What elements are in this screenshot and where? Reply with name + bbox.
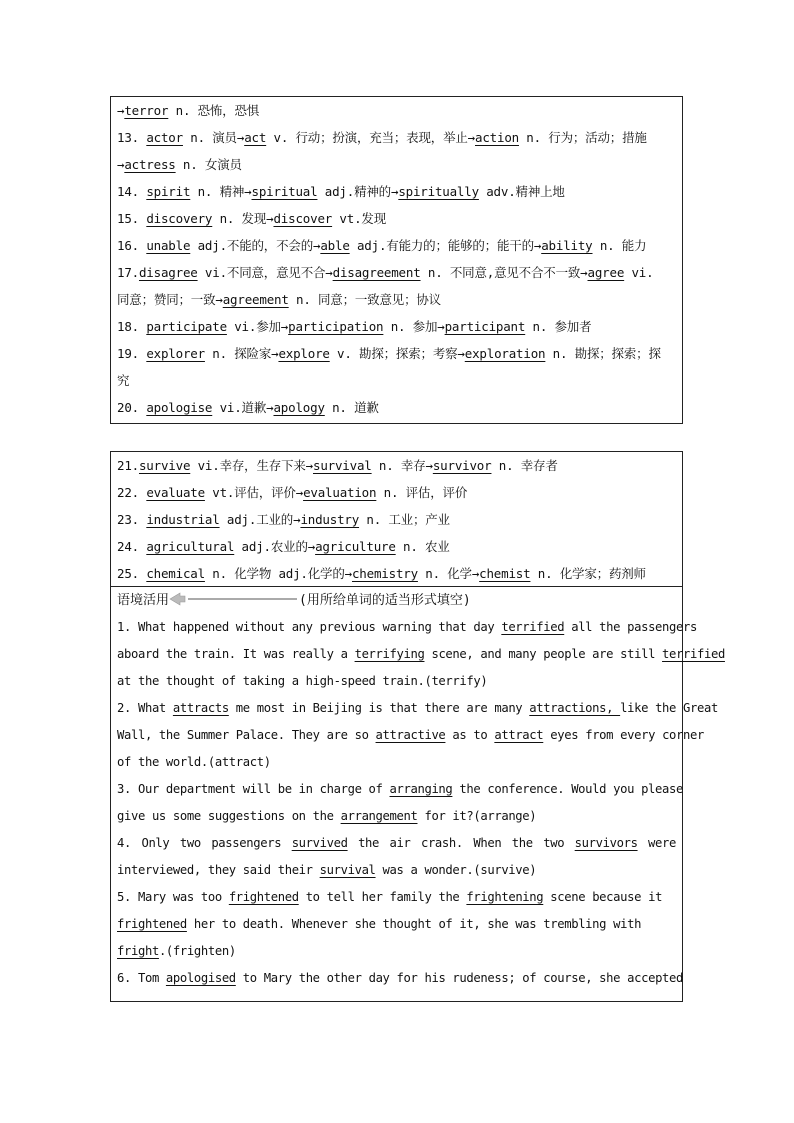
exercise-line [117,803,676,830]
section-title: 语境活用 [117,593,170,608]
answer-word: spiritually [398,184,479,199]
answer-word: frightened [117,917,187,931]
exercise-line [117,857,676,884]
line-text: vi. [624,265,654,280]
line-text: 24. [117,539,147,554]
answer-word: terror [124,103,169,118]
line-text: 4. Only two passengers [117,836,292,850]
exercise-line [117,614,697,641]
vocab-line [117,394,676,421]
answer-word: frightening [466,890,544,904]
answer-word: frightened [228,890,299,904]
line-text: 15. [117,211,147,226]
answer-word: actress [124,157,176,172]
answer-word: terrifying [354,647,425,661]
line-text: → [117,157,125,172]
line-text: n. 评估，评价 [376,485,468,500]
line-text: 1. What happened without any previous warning that day [117,620,502,634]
line-text: vt.评估，评价→ [204,485,304,500]
line-text: vi.不同意，意见不合→ [197,265,333,280]
line-text: 14. [117,184,147,199]
answer-word: disagree [138,265,198,280]
answer-word: survival [319,863,376,877]
line-text: 17. [117,265,139,280]
line-text: n. 化学物 adj.化学的→ [204,566,352,581]
answer-word: chemist [479,566,531,581]
vocab-line [117,178,676,205]
line-text: vi.幸存，生存下来→ [190,458,313,473]
vocab-line [117,560,676,587]
answer-word: agreement [222,292,289,307]
line-text: n. 参加者 [525,319,592,334]
line-text: n. 农业 [395,539,450,554]
answer-word: survivors [574,836,638,850]
answer-word: survival [313,458,372,473]
line-text: adj.工业的→ [219,512,301,527]
answer-word: discovery [146,211,213,226]
exercise-line [117,830,676,857]
answer-word: chemical [146,566,205,581]
line-text: the air crash. When the two [347,836,575,850]
line-text: scene because it [543,890,663,904]
answer-word: fright [117,944,159,958]
answer-word: attracts [172,701,229,715]
line-text: of the world.(attract) [117,755,271,769]
line-text: 同意；赞同；一致→ [117,292,223,307]
line-text: vi.参加→ [226,319,289,334]
line-text: was a wonder.(survive) [375,863,537,877]
answer-word: able [320,238,350,253]
vocab-line [117,97,676,124]
answer-word: unable [146,238,191,253]
line-text: v. 行动；扮演，充当；表现，举止→ [266,130,476,145]
line-text: → [117,103,125,118]
line-text: 25. [117,566,147,581]
exercise-list [111,614,725,992]
answer-word: evaluation [303,485,377,500]
answer-word: agriculture [315,539,396,554]
vocab-line [117,151,676,178]
answer-word: agree [587,265,625,280]
line-text: interviewed, they said their [117,863,320,877]
line-text: adj.精神的→ [317,184,399,199]
line-text: n. 能力 [592,238,647,253]
exercise-line [117,695,718,722]
line-text: 2. What [117,701,173,715]
answer-word: attractions, [529,701,621,715]
exercise-line [117,641,725,668]
line-text: scene, and many people are still [424,647,663,661]
vocab-line [117,205,676,232]
line-text: 23. [117,512,147,527]
line-text: vi.道歉→ [212,400,274,415]
vocab-box-1 [110,96,683,424]
line-text: n. 化学家；药剂师 [530,566,646,581]
line-text: as to [445,728,495,742]
vocab-line [117,340,676,367]
line-text: like the Great [620,701,718,715]
line-text: her to death. Whenever she thought of it, she was trembling with [186,917,642,931]
line-text: for it?(arrange) [417,809,537,823]
answer-word: participation [288,319,384,334]
answer-word: apology [273,400,325,415]
vocab-line [117,124,676,151]
line-text: n. 女演员 [175,157,242,172]
line-text: n. 幸存者 [491,458,558,473]
exercise-line [117,749,676,776]
answer-word: chemistry [351,566,418,581]
line-text: 22. [117,485,147,500]
line-text: 21. [117,458,139,473]
section-note: (用所给单词的适当形式填空) [299,593,471,608]
line-text: me most in Beijing is that there are many [228,701,530,715]
answer-word: agricultural [146,539,235,554]
exercise-line [117,776,683,803]
answer-word: explorer [146,346,205,361]
vocab-line [117,259,676,286]
vocab-line [117,232,676,259]
answer-word: attractive [375,728,446,742]
line-text: the conference. Would you please [452,782,683,796]
answer-word: arranging [389,782,453,796]
line-text: were [637,836,676,850]
line-text: 20. [117,400,147,415]
line-text: n. 同意；一致意见；协议 [288,292,441,307]
line-text: n. 勘探；探索；探 [545,346,661,361]
exercise-line [117,668,676,695]
line-text: 16. [117,238,147,253]
line-text: 3. Our department will be in charge of [117,782,390,796]
line-text: to Mary the other day for his rudeness; of course, she accepted [235,971,684,985]
section-heading [111,587,682,614]
line-text: n. 恐怖，恐惧 [168,103,260,118]
vocab-list-2 [111,452,682,587]
exercise-line [117,938,676,965]
answer-word: terrified [662,647,725,661]
answer-word: industry [300,512,360,527]
exercise-line [117,911,676,938]
arrow-line-decoration-icon [169,592,299,606]
line-text: n. 不同意,意见不合不一致→ [420,265,588,280]
line-text: 13. [117,130,147,145]
line-text: n. 发现→ [212,211,274,226]
answer-word: survivor [432,458,492,473]
line-text: aboard the train. It was really a [117,647,355,661]
exercise-line [117,722,704,749]
answer-word: attract [494,728,544,742]
vocab-line [117,313,676,340]
answer-word: spiritual [251,184,318,199]
answer-word: terrified [501,620,565,634]
answer-word: exploration [464,346,546,361]
answer-word: arrangement [340,809,418,823]
answer-word: disagreement [332,265,421,280]
line-text: 19. [117,346,147,361]
answer-word: discover [273,211,333,226]
line-text: to tell her family the [298,890,467,904]
line-text: 6. Tom [117,971,166,985]
vocab-box-2 [110,451,725,1002]
answer-word: apologise [146,400,213,415]
line-text: n. 道歉 [324,400,379,415]
vocab-line [117,367,676,394]
line-text: n. 行为；活动；措施 [518,130,647,145]
line-text: adj.有能力的；能够的；能干的→ [349,238,542,253]
line-text: n. 精神→ [190,184,252,199]
vocab-line [117,533,676,560]
answer-word: act [244,130,267,145]
answer-word: explore [278,346,330,361]
line-text: at the thought of taking a high-speed train.(terrify) [117,674,488,688]
answer-word: survived [291,836,348,850]
exercise-line [117,884,676,911]
line-text: v. 勘探；探索；考察→ [329,346,465,361]
answer-word: evaluate [146,485,205,500]
line-text: n. 参加→ [383,319,445,334]
line-text: all the passengers [564,620,697,634]
answer-word: industrial [146,512,220,527]
line-text: adj.农业的→ [234,539,316,554]
line-text: adv.精神上地 [478,184,565,199]
line-text: vt.发现 [332,211,386,226]
line-text: n. 演员→ [182,130,245,145]
answer-word: spirit [146,184,191,199]
answer-word: survive [138,458,191,473]
vocab-line [117,452,676,479]
vocab-line [117,286,676,313]
answer-word: actor [146,130,183,145]
line-text: n. 幸存→ [371,458,433,473]
answer-word: participant [444,319,526,334]
vocab-line [117,479,676,506]
line-text: give us some suggestions on the [117,809,341,823]
line-text: n. 探险家→ [204,346,279,361]
line-text: .(frighten) [158,944,236,958]
line-text: n. 工业；产业 [359,512,450,527]
exercise-line [117,965,684,992]
answer-word: participate [146,319,227,334]
line-text: 究 [117,373,130,388]
line-text: 18. [117,319,147,334]
vocab-line [117,506,676,533]
answer-word: action [475,130,519,145]
line-text: adj.不能的，不会的→ [190,238,321,253]
line-text: Wall, the Summer Palace. They are so [117,728,376,742]
line-text: 5. Mary was too [117,890,229,904]
answer-word: ability [541,238,593,253]
answer-word: apologised [165,971,236,985]
line-text: eyes from every corner [543,728,704,742]
line-text: n. 化学→ [417,566,480,581]
